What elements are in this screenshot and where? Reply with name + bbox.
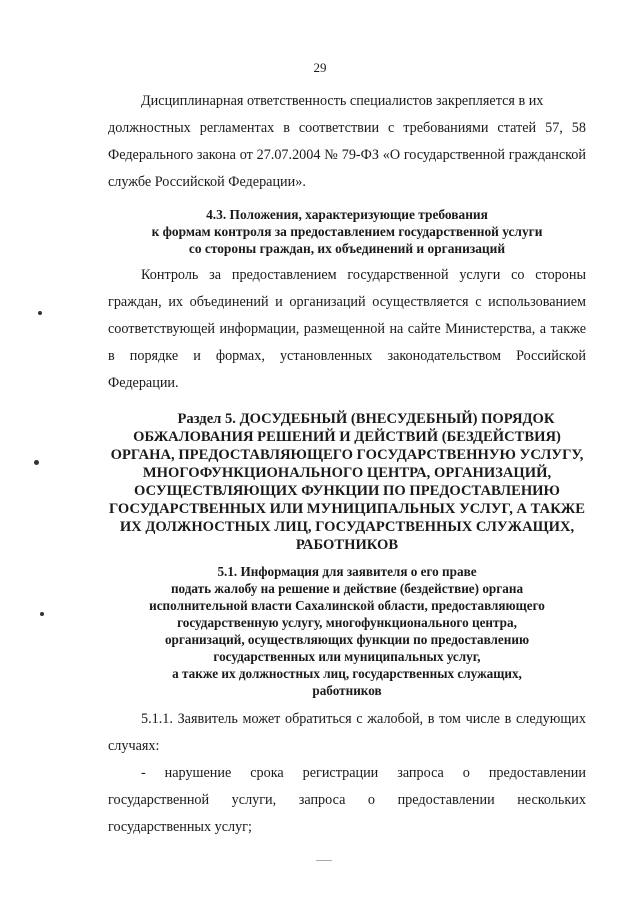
list-row: [108, 787, 586, 814]
heading-section-5: [108, 410, 586, 554]
heading-line: к формам контроля за предоставлением государственной услуги: [151, 224, 543, 239]
heading-line: Раздел 5. ДОСУДЕБНЫЙ (ВНЕСУДЕБНЫЙ) ПОРЯДОК: [177, 411, 555, 427]
list-word: срока: [250, 765, 284, 781]
list-last-line: государственных услуг;: [108, 819, 252, 835]
paragraph-line: случаях:: [108, 738, 160, 754]
paragraph-line: Дисциплинарная ответственность специалистов закрепляется в их: [141, 93, 544, 109]
scan-speck: [34, 460, 39, 465]
paragraph-line: Федерации.: [108, 375, 179, 391]
scan-speck: [38, 311, 42, 315]
paragraph-line: службе Российской Федерации».: [108, 174, 306, 190]
paragraph-disciplinary: [108, 88, 586, 196]
heading-line: государственную услугу, многофункционального центра,: [177, 615, 517, 630]
list-row: [108, 760, 586, 787]
paragraph-line: 5.1.1. Заявитель может обратиться с жалобой, в том числе в следующих: [141, 711, 586, 727]
heading-line: государственных или муниципальных услуг,: [213, 649, 481, 664]
heading-line: подать жалобу на решение и действие (бездействие) органа: [170, 581, 524, 596]
list-word: нескольких: [517, 792, 586, 808]
heading-line: со стороны граждан, их объединений и организаций: [188, 241, 506, 256]
list-word: предоставлении: [488, 765, 586, 781]
heading-line: ОРГАНА, ПРЕДОСТАВЛЯЮЩЕГО ГОСУДАРСТВЕННУЮ УСЛУГУ,: [110, 447, 584, 463]
list-word: запроса: [298, 792, 346, 808]
list-word: государственной: [108, 792, 210, 808]
paragraph-line: Контроль за предоставлением государственной услуги со стороны: [141, 267, 586, 283]
heading-5-1: [108, 563, 586, 699]
heading-line: 4.3. Положения, характеризующие требования: [206, 207, 488, 222]
heading-line: МНОГОФУНКЦИОНАЛЬНОГО ЦЕНТРА, ОРГАНИЗАЦИЙ,: [142, 465, 552, 481]
heading-line: ОБЖАЛОВАНИЯ РЕШЕНИЙ И ДЕЙСТВИЙ (БЕЗДЕЙСТВИЯ): [133, 429, 561, 445]
paragraph-line: Федерального закона от 27.07.2004 № 79-ФЗ «О государственной гражданской: [108, 147, 586, 163]
heading-line: 5.1. Информация для заявителя о его праве: [217, 564, 477, 579]
list-word: о: [367, 792, 376, 808]
heading-line: РАБОТНИКОВ: [295, 537, 399, 553]
list-word: регистрации: [302, 765, 379, 781]
heading-line: ГОСУДАРСТВЕННЫХ ИЛИ МУНИЦИПАЛЬНЫХ УСЛУГ, А ТАКЖЕ: [109, 501, 585, 517]
list-word: о: [462, 765, 470, 781]
heading-line: ИХ ДОЛЖНОСТНЫХ ЛИЦ, ГОСУДАРСТВЕННЫХ СЛУЖАЩИХ,: [119, 519, 575, 535]
scan-speck: [40, 612, 44, 616]
paragraph-line: должностных регламентах в соответствии с требованиями статей 57, 58: [108, 120, 586, 136]
paragraph-line: граждан, их объединений и организаций осуществляется с использованием: [108, 294, 586, 310]
list-word: запроса: [397, 765, 444, 781]
list-word: предоставлении: [397, 792, 495, 808]
heading-line: организаций, осуществляющих функции по предоставлению: [164, 632, 530, 647]
list-item-registration-violation: [108, 760, 586, 841]
paragraph-line: соответствующей информации, размещенной на сайте Министерства, а также: [108, 321, 586, 337]
paragraph-control: [108, 262, 586, 397]
list-bullet: -: [141, 765, 146, 781]
heading-line: работников: [312, 683, 382, 698]
list-word: нарушение: [164, 765, 232, 781]
heading-line: исполнительной власти Сахалинской области, предоставляющего: [149, 598, 545, 613]
page-number: 29: [313, 60, 327, 75]
list-word: услуги,: [231, 792, 277, 808]
scan-speck: [316, 860, 332, 861]
heading-4-3: [108, 206, 586, 257]
paragraph-complaint-cases: [108, 706, 586, 760]
heading-line: а также их должностных лиц, государственных служащих,: [172, 666, 522, 681]
heading-line: ОСУЩЕСТВЛЯЮЩИХ ФУНКЦИИ ПО ПРЕДОСТАВЛЕНИЮ: [134, 483, 560, 499]
paragraph-line: в порядке и формах, установленных законодательством Российской: [108, 348, 586, 364]
